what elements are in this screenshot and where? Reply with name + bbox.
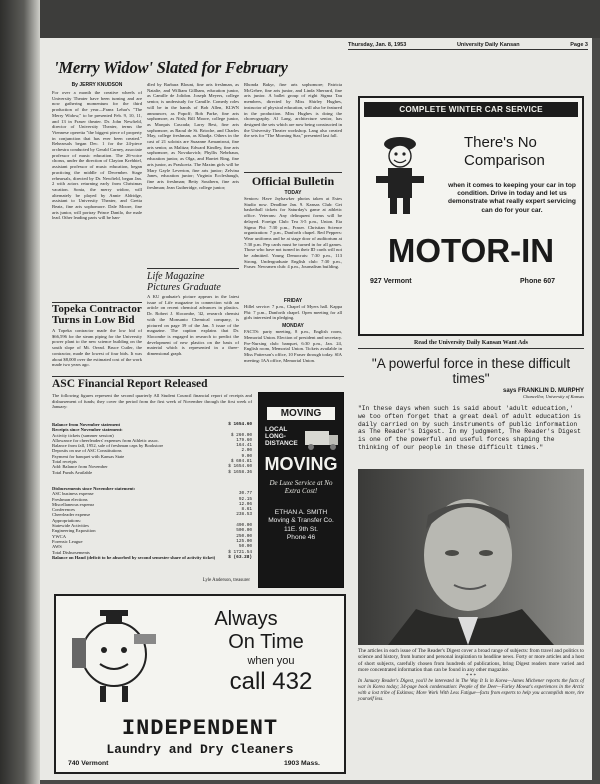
asc-row-amount: 164.41 [236, 443, 252, 449]
widow-headline: 'Merry Widow' Slated for February [54, 58, 288, 77]
asc-row [52, 555, 252, 560]
moving-street: 11E. 9th St. [284, 525, 318, 533]
bulletin-text-today: Seniors: Have Jayhawker photos taken at Estes Studio now. Deadline Jan. 9. Kansas Club: Get basketball tickets for Saturday's game at athletic office. Veterans: Any delinquent forms will be delayed. Foreign Club: Tea 3-5 p.m., Union. Eta Sigma Phi: 7:30 p.m., Fraser. Christian Science organization: 7 p.m., Danforth chapel. Red Peppers: Wear uniforms and be at stage door of auditorium at 7:30 p.m. Pep cards must be turned in for all games. Those who have not turned in their ID cards will not be admitted. Young Democrats: 7:30 p.m., 113 Strong. Undergraduate English club: 7:30 p.m., Fraser. Newsmen club: 4 p.m., Journalism building. [244, 196, 342, 270]
bulletin-body [244, 190, 342, 382]
asc-row-amount: 50.00 [238, 544, 252, 550]
asc-table-receipts [52, 422, 252, 475]
asc-row [52, 470, 252, 475]
asc-row-label: Allowance for cheerleaders' expenses from Athletic assoc. [52, 437, 160, 443]
asc-row-amount: $ 1654.60 [228, 464, 252, 470]
header-page: Page 3 [570, 42, 588, 48]
asc-row-label: Miscellaneous expense [52, 501, 95, 507]
asc-row-label: Activity tickets (summer session) [52, 432, 114, 438]
topeka-body: A Topeka contractor made the low bid of $66,596 for the steam piping for the University power plant to the new science building on the south slope of Mt. Oread. Bruce Cutler, the contractor, made the lowest of four bids. It was about $8,000 over the estimated cost of the work made two years ago. [52, 328, 142, 368]
asc-row-label: Freshman elections [52, 496, 88, 502]
moving-name: ETHAN A. SMITH [274, 509, 328, 516]
asc-row-amount: 8.61 [241, 507, 252, 513]
asc-row-label: Balance from November statement [52, 422, 121, 427]
asc-row-label: Engineering Exposition [52, 528, 96, 534]
asc-row-label: Appropriations: [52, 517, 82, 523]
asc-row-label: YWCA [52, 533, 67, 539]
life-body: A KU graduate's picture appears in the latest issue of Life magazine in connection with an article on recent chemical advances in plastics. Dr. Robert J. Slocombe, '42, research chemist with the Monsanto Chemical company, is pictured on page 39 of the Jan. 5 issue of the magazine. The caption explains that Dr. Slocombe is engaged in research to predict the development of new plastics on the basis of material which is represented in a three-dimensional graph. [147, 294, 239, 357]
asc-row-label: Total receipts [52, 459, 77, 465]
digest-promo: In January Reader's Digest, you'll be interested in The Way It Is in Korea—James Michener reports the facts of war in Korea today; 34-page book condensation: People of the Deer—Farley Mowat's experiences in the Arctic with a lost tribe of Eskimos; More Work With Less Fatigue—facts from experts to help you accomplish more, tire yourself less. [358, 678, 584, 702]
widow-col2: dled by Barbara Blount, fine arts freshman, as Natalie, and William Gillham, education junior, as Camille de Jolidon. Joseph Meyers, college senior, is understudy for Camille. Comedy roles will be in the hands of Bob Allen, KLWN announcer, as Popoff; Bob Parke, fine arts sophomore, as Nish; Bill Moore, college junior, as Marquis Cascada; Larry Best, fine arts sophomore, as Raoul de St. Brioche, and Charles May, college freshman, as Khadja. Others in the cast of 21 soloists are Suzanne Armantrout, fine arts senior, as Malitza; Edward Kindley, fine arts sophomore, as Novakovich; Phyllis Nebrbaun, education junior, as Olga, and Harriet Ring, fine arts junior, as Praskovia. The Maxim girls will be Mary Gayle Leverton, fine arts junior; Zelvina Janes, education junior; Virginia Eccleshaugh, fine arts freshman; Betty Southern, fine arts freshman; Jean Gutheridge, college junior; [147, 82, 239, 190]
bulletin-rule [244, 172, 342, 173]
scan-left-edge [0, 0, 40, 784]
asc-row-amount: 500.00 [236, 528, 252, 534]
truck-icon [303, 427, 341, 453]
moving-top-label: MOVING [267, 407, 335, 420]
want-ads-line: Read the University Daily Kansan Want Ads [358, 340, 584, 349]
motor-body: when it comes to keeping your car in top condition. Drive in today and let us demonstrate what really expert servicing can do for your car. [448, 182, 576, 214]
moving-tagline: De Luxe Service at No Extra Cost! [269, 479, 333, 495]
asc-row-label: Total Disbursements [52, 549, 90, 555]
asc-row-amount: $ 604.81 [230, 459, 252, 465]
widow-byline-wrap [52, 82, 142, 90]
clock-mascot-icon [70, 608, 160, 706]
asc-row-label: Forensic League [52, 538, 83, 544]
laundry-brand2: Laundry and Dry Cleaners [106, 742, 294, 757]
asc-row-amount: $ 1721.54 [228, 549, 252, 555]
digest-stars: * * * [466, 673, 476, 679]
moving-tag-distance: DISTANCE [265, 440, 298, 447]
motor-line2: Comparison [464, 152, 545, 169]
digest-caption: The articles in each issue of The Reader's Digest cover a broad range of subjects: from travel and politics to science and history, from humor and personal inspiration to headline news. Forty or more articles and a host of short subjects, carefully chosen from hundreds of publications, bring Digest readers more varied and more concentrated information than can be found in any other magazine. [358, 648, 584, 674]
asc-row-label: Add: Balance from November [52, 464, 108, 470]
asc-row-label: Conferences [52, 507, 75, 513]
asc-row-label: Statewide Activities [52, 523, 89, 529]
moving-company: Moving & Transfer Co. [268, 517, 334, 525]
ad-moving [258, 392, 344, 588]
digest-attribution: says FRANKLIN D. MURPHY [502, 388, 584, 394]
laundry-line1: Always [214, 608, 278, 630]
asc-row-amount: $ 260.00 [230, 432, 252, 438]
digest-attribution-title: Chancellor, University of Kansas [523, 394, 584, 399]
header-paper: University Daily Kansan [456, 42, 520, 48]
moving-tag-long: LONG- [265, 433, 286, 440]
moving-phone: Phone 46 [286, 534, 316, 542]
ad-motor-in [358, 96, 584, 336]
motor-brand: MOTOR-IN [387, 232, 555, 269]
asc-row-amount: 490.00 [236, 523, 252, 529]
asc-headline: ASC Financial Report Released [52, 378, 208, 390]
newspaper-page [40, 38, 592, 780]
asc-row-amount: 9.00 [241, 453, 252, 459]
bulletin-day-monday: MONDAY [282, 323, 304, 330]
digest-body: "In these days when such is said about 'adult education,' we too often forget that a great deal of adult education is daily carried on by such instruments of public information as The Reader's Digest. In my judgment, The Reader's Digest is one of the powerful and useful forces shaping the thinking of our people in these difficult times." [358, 405, 581, 451]
digest-quote: "A powerful force in these difficult times" [371, 356, 571, 386]
asc-row-amount: 2.00 [241, 448, 252, 454]
topeka-headline: Topeka Contractor Turns in Low Bid [52, 303, 142, 326]
bulletin-headline: Official Bulletin [251, 174, 335, 188]
bulletin-text-monday: FACTS: party meeting, 8 p.m., English room, Memorial Union. Election of president and secretary. Pre-Nursing club: banquet, 6:30 p.m., Jan. 24, English room, Memorial Union. Tickets available in Miss Patterson's office, 10 Fraser through today. SIA meeting: IAA office, Memorial Union. [244, 329, 342, 363]
asc-row-amount: $ 1658.36 [228, 469, 252, 475]
asc-row-amount: 125.00 [236, 538, 252, 544]
laundry-line4: call 432 [229, 668, 313, 695]
asc-row-amount: $ 1654.60 [228, 422, 252, 427]
asc-row-label: Balance on Hand (deficit to be absorbed by second semester share of activity ticket) [52, 554, 216, 560]
asc-rule [52, 376, 344, 377]
asc-row-amount: $ (63.28) [228, 554, 252, 560]
asc-row-amount: 238.53 [236, 512, 252, 518]
ad-laundry [54, 594, 346, 774]
laundry-addr2: 1903 Mass. [284, 760, 320, 767]
widow-byline: By JERRY KNUDSON [71, 82, 123, 88]
laundry-slogan [166, 608, 326, 696]
motor-line1: There's No [464, 134, 537, 151]
laundry-addr1: 740 Vermont [68, 760, 109, 767]
ad-readers-digest [358, 352, 584, 776]
moving-tag-local: LOCAL [265, 426, 288, 433]
asc-row-label: ASC business expense [52, 491, 94, 497]
bulletin-text-friday: Hillel service: 7 p.m., Chapel of Myers hall. Kappa Phi: 7 p.m., Danforth chapel. Open meeting for all girls interested in pledging. [244, 304, 342, 321]
asc-row-label: AWS [52, 544, 62, 550]
laundry-brand1: INDEPENDENT [121, 716, 279, 741]
asc-row-label: Disbursements since November statement: [52, 486, 136, 491]
portrait-photo-icon [358, 469, 584, 645]
motor-address: 927 Vermont [370, 278, 412, 285]
life-headline: Life Magazine Pictures Graduate [147, 271, 221, 293]
bulletin-day-today: TODAY [284, 190, 302, 196]
life-rule [147, 268, 239, 269]
scan-top-edge [0, 0, 600, 38]
laundry-line2: On Time [228, 631, 304, 653]
asc-signature: Lyle Anderson, treasurer [202, 578, 250, 583]
asc-row-amount: 12.06 [238, 501, 252, 507]
asc-row-amount: 30.77 [238, 491, 252, 497]
widow-col1: For over a month the creative wheels of University Theater have been turning and are now gathering momentum for the third production of the year—Franz Lehar's "The Merry Widow," to be presented Feb. 9, 10, 11, and 13 in Fraser theater. Dr. John Newfield, director of University Theater, terms the Viennese operetta "the biggest piece of property in conjunction that has ever been created." Rehearsals began Dec. 1 for the 24-piece orchestra conducted by Gerald Carney, associate professor of music education. The 26-voice chorus, under the direction of Clayton Krehbiel, assistant professor of music education, began practicing the middle of December. Stage rehearsals, directed by Dr. Newfield, began Jan. 2 with actors returning early from Christmas vacation. Sonia, the merry widow, will alternately be played by Annie Aldridge, assistant to University Theater, and Gretta Beatz, fine arts sophomore. Dale Moore, fine arts junior, will portray Prince Danilo, the male lead. Other leading parts will be han- [52, 90, 142, 221]
widow-col3: Rhonda Bakyr, fine arts sophomore; Patricia McGehee, fine arts junior, and Linda Sherrard, fine arts junior. A ballet group of eight Sigma Tau members, directed by Miss Shirley Hughes, instructor of physical education, will also be featured in the production. Miss Hughes is doing the choreography. Al Lang, architecture senior, has designed the sets which are now being constructed in the University Theater workshop. Lang also created the sets for "The Morning Star," presented last fall. [244, 82, 342, 139]
asc-row-label: Total Funds Available [52, 469, 93, 475]
motor-phone: Phone 607 [520, 278, 556, 285]
asc-row-label: Balance from fall, 1952, sale of freshman caps by Bookstore [52, 443, 164, 449]
motor-headline [464, 134, 545, 170]
motor-banner: COMPLETE WINTER CAR SERVICE [364, 102, 578, 117]
asc-row-label: Payment for banquet with Kansas State [52, 453, 125, 459]
attendant-icon [370, 132, 430, 218]
page-header [348, 42, 588, 50]
asc-row-amount: 250.00 [236, 533, 252, 539]
moving-contact [259, 509, 343, 543]
asc-row-label: Deposits on use of ASC Constitutions [52, 448, 122, 454]
asc-row-label: Receipts since November statement: [52, 427, 123, 433]
laundry-line3: when you [247, 655, 295, 667]
header-date: Thursday, Jan. 8, 1953 [348, 42, 407, 48]
asc-row-amount: 179.60 [236, 437, 252, 443]
asc-row-amount: 92.15 [238, 496, 252, 502]
asc-row-label: Cheerleader expense [52, 512, 91, 518]
bulletin-day-friday: FRIDAY [283, 298, 303, 304]
asc-intro: The following figures represent the second quarterly All Student Council financial report of receipts and disbursement of funds; they cover the period from the first week of November through the first week of January: [52, 393, 252, 410]
asc-table-disbursements [52, 486, 252, 560]
moving-big-label: MOVING [264, 454, 338, 474]
